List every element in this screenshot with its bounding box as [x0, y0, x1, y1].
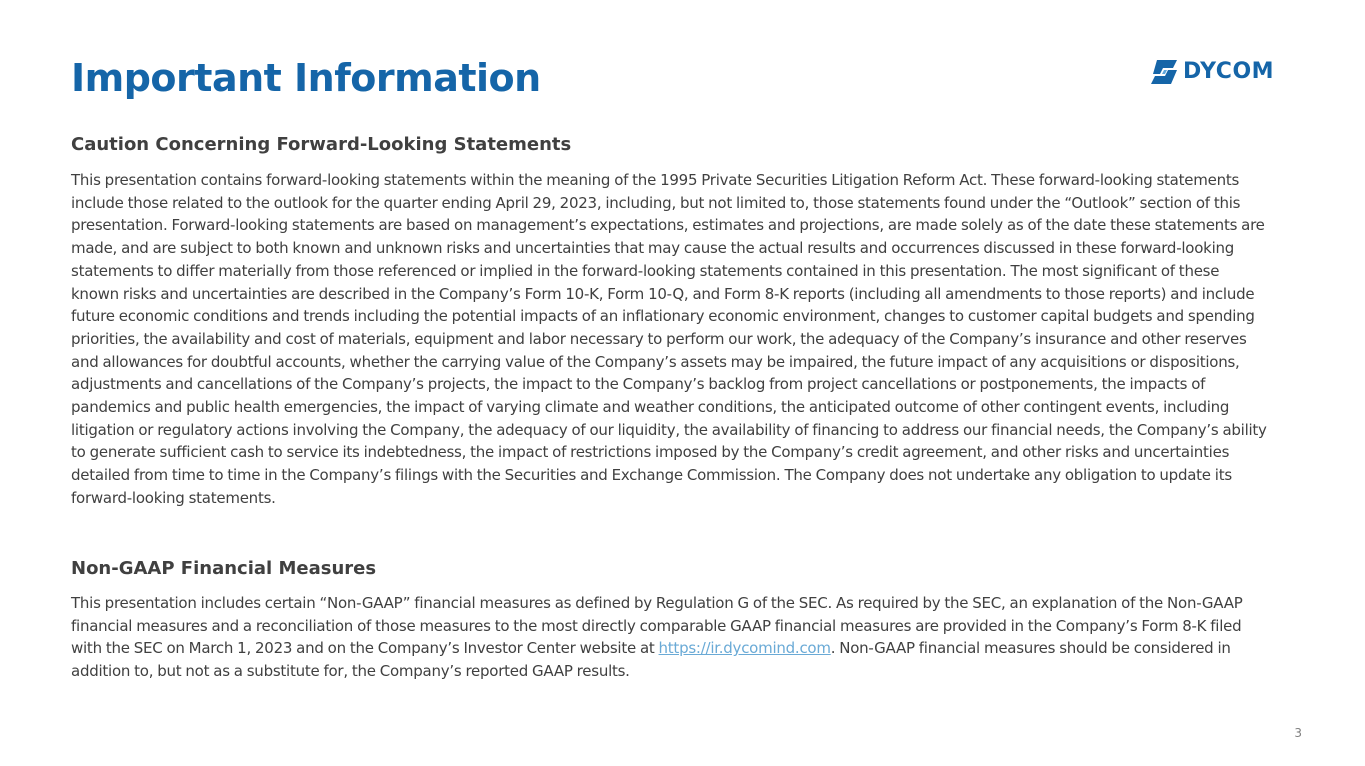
non-gaap-text-before-link: This presentation includes certain “Non-GAAP” financial measures as defined by Regulation G of the SEC. As required by the SEC, an explanation of the Non-GAAP financial measures and a reconciliation of those measures to the most directly comparable GAAP financial measures are provided in the Company’s Form 8-K filed with the SEC on March 1, 2023 and on the Company’s Investor Center website at [71, 594, 1243, 658]
investor-center-link[interactable]: https://ir.dycomind.com [658, 639, 831, 658]
non-gaap-text-after-link: . Non-GAAP financial measures should be considered in addition to, but not as a substitute for, the Company’s reported GAAP results. [71, 639, 1231, 681]
page-number: 3 [1294, 726, 1302, 740]
logo-wordmark: DYCOM [1183, 59, 1275, 84]
forward-looking-heading: Caution Concerning Forward-Looking Statements [71, 134, 572, 155]
page-title: Important Information [71, 56, 541, 100]
non-gaap-paragraph [71, 592, 1271, 683]
non-gaap-heading: Non-GAAP Financial Measures [71, 558, 377, 579]
dycom-logo-icon [1150, 59, 1180, 85]
forward-looking-paragraph: This presentation contains forward-looking statements within the meaning of the 1995 Private Securities Litigation Reform Act. These forward-looking statements include those related to the outlook for the quarter ending April 29, 2023, including, but not limited to, those statements found under the “Outlook” section of this presentation. Forward-looking statements are based on management’s expectations, estimates and projections, are made solely as of the date these statements are made, and are subject to both known and unknown risks and uncertainties that may cause the actual results and occurrences discussed in these forward-looking statements to differ materially from those referenced or implied in the forward-looking statements contained in this presentation. The most significant of these known risks and uncertainties are described in the Company’s Form 10-K, Form 10-Q, and Form 8-K reports (including all amendments to those reports) and include future economic conditions and trends including the potential impacts of an inflationary economic environment, changes to customer capital budgets and spending priorities, the availability and cost of materials, equipment and labor necessary to perform our work, the adequacy of the Company’s insurance and other reserves and allowances for doubtful accounts, whether the carrying value of the Company’s assets may be impaired, the future impact of any acquisitions or dispositions, adjustments and cancellations of the Company’s projects, the impact to the Company’s backlog from project cancellations or postponements, the impacts of pandemics and public health emergencies, the impact of varying climate and weather conditions, the anticipated outcome of other contingent events, including litigation or regulatory actions involving the Company, the adequacy of our liquidity, the availability of financing to address our financial needs, the Company’s ability to generate sufficient cash to service its indebtedness, the impact of restrictions imposed by the Company’s credit agreement, and other risks and uncertainties detailed from time to time in the Company’s filings with the Securities and Exchange Commission. The Company does not undertake any obligation to update its forward-looking statements. [71, 171, 1267, 507]
company-logo [1150, 58, 1274, 86]
